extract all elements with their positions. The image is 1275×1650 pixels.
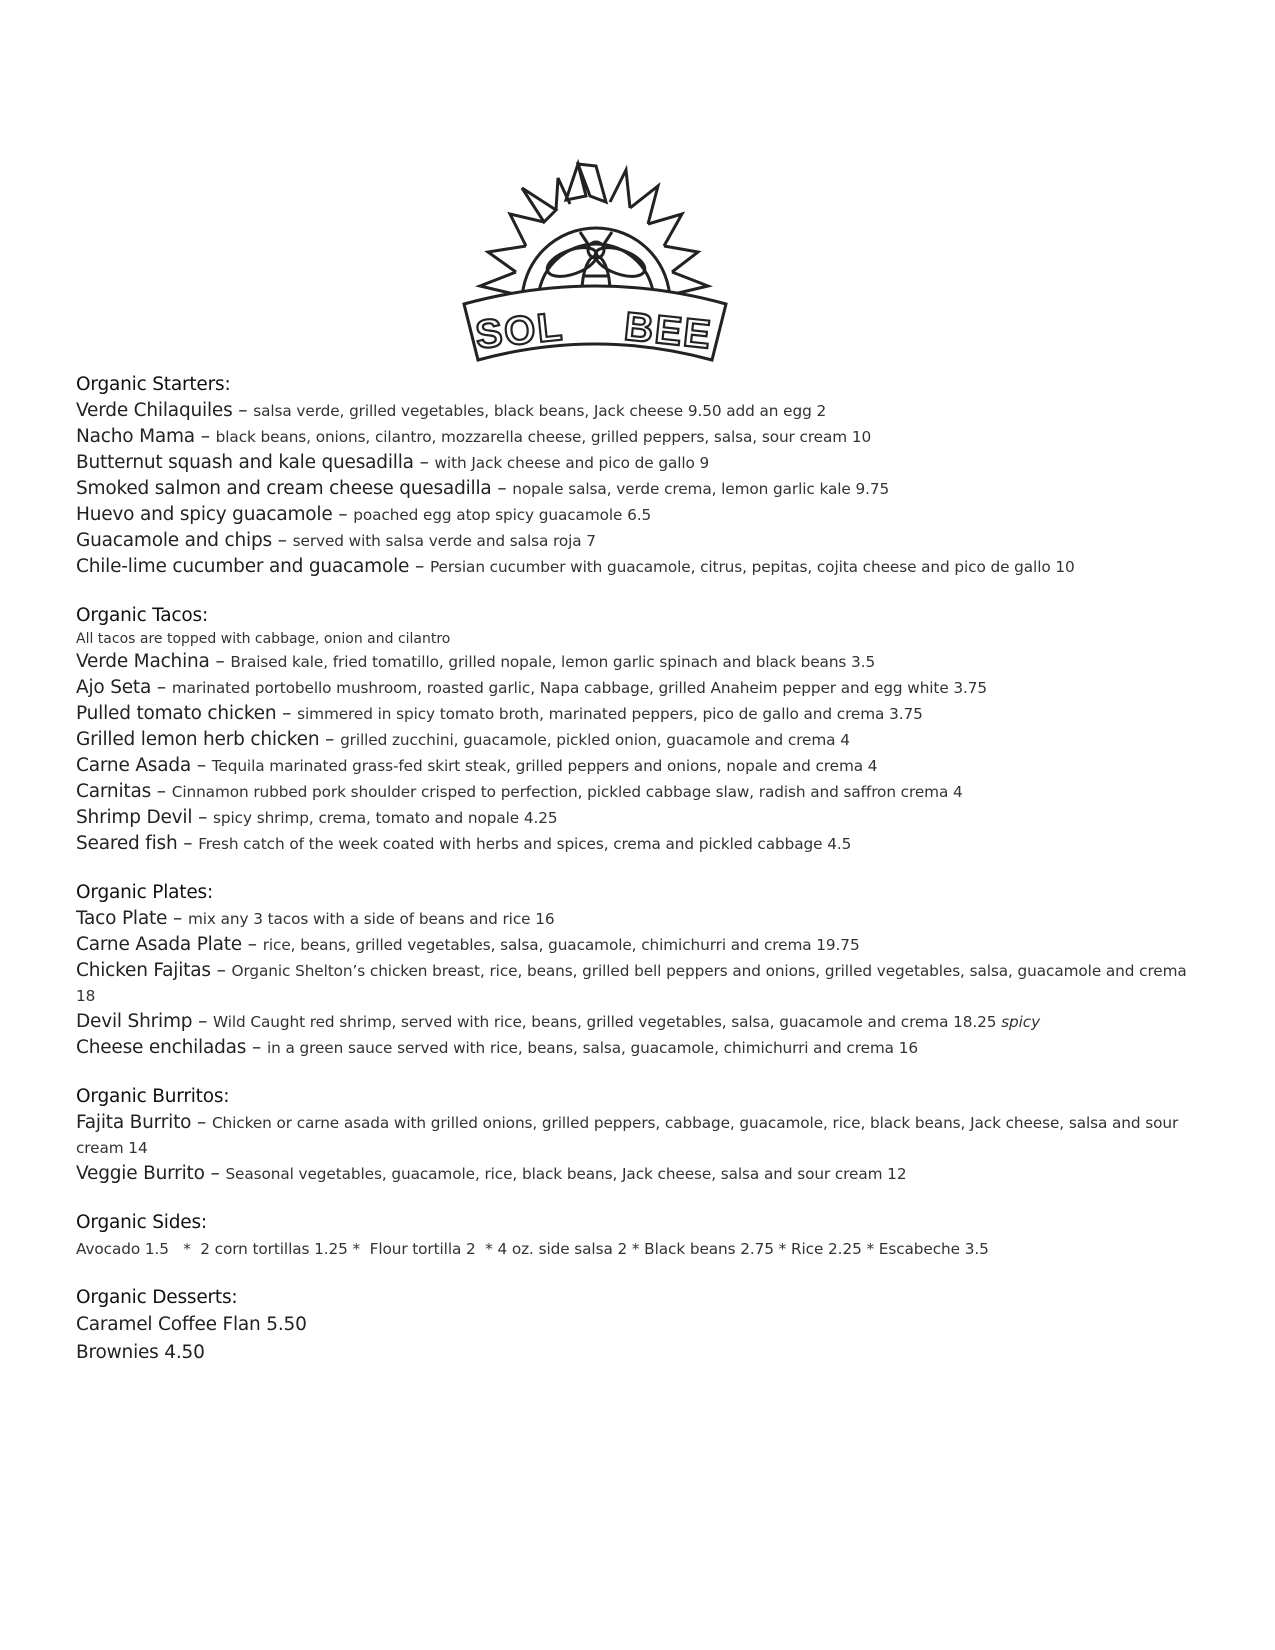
menu-item-name: Guacamole and chips	[76, 530, 272, 551]
menu-item-list	[76, 1110, 1206, 1187]
menu-item-description: in a green sauce served with rice, beans, salsa, guacamole, chimichurri and crema 16	[266, 1039, 918, 1057]
menu-item: Guacamole and chips – served with salsa verde and salsa roja 7	[76, 530, 596, 551]
spicy-tag: spicy	[1001, 1013, 1041, 1031]
section-heading: Organic Tacos:	[76, 605, 208, 626]
menu-item-description: Persian cucumber with guacamole, citrus, pepitas, cojita cheese and pico de gallo 10	[429, 558, 1075, 576]
tacos-section	[76, 603, 1206, 857]
starters-section	[76, 372, 1206, 580]
menu-item-name: Carnitas	[76, 781, 152, 802]
menu-item-name: Shrimp Devil	[76, 807, 193, 828]
menu-item-name: Verde Chilaquiles	[76, 400, 233, 421]
menu-item-description: nopale salsa, verde crema, lemon garlic kale 9.75	[512, 480, 890, 498]
menu-item: Fajita Burrito – Chicken or carne asada with grilled onions, grilled peppers, cabbage, guacamole, rice, black beans, Jack cheese, salsa and sour cream 14	[76, 1112, 1179, 1157]
menu-item-name: Chile-lime cucumber and guacamole	[76, 556, 410, 577]
menu-item: Taco Plate – mix any 3 tacos with a side of beans and rice 16	[76, 908, 555, 929]
menu-item-description: poached egg atop spicy guacamole 6.5	[353, 506, 652, 524]
menu-item: Veggie Burrito – Seasonal vegetables, guacamole, rice, black beans, Jack cheese, salsa and sour cream 12	[76, 1163, 907, 1184]
menu-item-name: Seared fish	[76, 833, 178, 854]
sides-section	[76, 1210, 1206, 1262]
dessert-item: Brownies 4.50	[76, 1342, 205, 1363]
burritos-section	[76, 1084, 1206, 1187]
menu-item: Devil Shrimp – Wild Caught red shrimp, served with rice, beans, grilled vegetables, salsa, guacamole and crema 18.25 spicy	[76, 1011, 1041, 1032]
menu-item-description: Fresh catch of the week coated with herbs and spices, crema and pickled cabbage 4.5	[198, 835, 852, 853]
section-note: All tacos are topped with cabbage, onion and cilantro	[76, 631, 451, 647]
menu-content	[76, 372, 1206, 1390]
menu-item-description: Braised kale, fried tomatillo, grilled nopale, lemon garlic spinach and black beans 3.5	[230, 653, 876, 671]
menu-item: Cheese enchiladas – in a green sauce served with rice, beans, salsa, guacamole, chimichurri and crema 16	[76, 1037, 918, 1058]
menu-item-list	[76, 649, 1206, 857]
menu-item: Verde Chilaquiles – salsa verde, grilled vegetables, black beans, Jack cheese 9.50 add an egg 2	[76, 400, 827, 421]
menu-item-description: Organic Shelton’s chicken breast, rice, beans, grilled bell peppers and onions, grilled vegetables, salsa, guacamole and crema 18	[76, 962, 1187, 1005]
section-heading: Organic Sides:	[76, 1212, 207, 1233]
section-heading: Organic Burritos:	[76, 1086, 230, 1107]
menu-item: Nacho Mama – black beans, onions, cilantro, mozzarella cheese, grilled peppers, salsa, sour cream 10	[76, 426, 872, 447]
menu-item-list	[76, 398, 1206, 580]
menu-item: Butternut squash and kale quesadilla – with Jack cheese and pico de gallo 9	[76, 452, 710, 473]
menu-item: Pulled tomato chicken – simmered in spicy tomato broth, marinated peppers, pico de gallo and crema 3.75	[76, 703, 923, 724]
menu-item: Huevo and spicy guacamole – poached egg atop spicy guacamole 6.5	[76, 504, 652, 525]
menu-item-name: Ajo Seta	[76, 677, 152, 698]
menu-item: Seared fish – Fresh catch of the week coated with herbs and spices, crema and pickled cabbage 4.5	[76, 833, 852, 854]
menu-item-name: Grilled lemon herb chicken	[76, 729, 320, 750]
menu-item-name: Smoked salmon and cream cheese quesadilla	[76, 478, 492, 499]
menu-item-description: spicy shrimp, crema, tomato and nopale 4.25	[213, 809, 558, 827]
menu-item-description: Seasonal vegetables, guacamole, rice, black beans, Jack cheese, salsa and sour cream 12	[225, 1165, 907, 1183]
menu-item-name: Veggie Burrito	[76, 1163, 205, 1184]
menu-item-description: served with salsa verde and salsa roja 7	[292, 532, 596, 550]
logo-text-right: BEE	[622, 304, 715, 358]
menu-item-description: grilled zucchini, guacamole, pickled onion, guacamole and crema 4	[340, 731, 850, 749]
menu-item-description: black beans, onions, cilantro, mozzarella cheese, grilled peppers, salsa, sour cream 10	[215, 428, 872, 446]
menu-item-description: mix any 3 tacos with a side of beans and rice 16	[187, 910, 555, 928]
menu-item: Shrimp Devil – spicy shrimp, crema, tomato and nopale 4.25	[76, 807, 558, 828]
menu-item: Carnitas – Cinnamon rubbed pork shoulder crisped to perfection, pickled cabbage slaw, radish and saffron crema 4	[76, 781, 963, 802]
menu-item: Chile-lime cucumber and guacamole – Persian cucumber with guacamole, citrus, pepitas, cojita cheese and pico de gallo 10	[76, 556, 1075, 577]
dessert-item: Caramel Coffee Flan 5.50	[76, 1314, 307, 1335]
menu-item-description: with Jack cheese and pico de gallo 9	[434, 454, 710, 472]
menu-item-name: Fajita Burrito	[76, 1112, 192, 1133]
menu-item-name: Carne Asada	[76, 755, 192, 776]
menu-item-list	[76, 906, 1206, 1061]
section-heading: Organic Starters:	[76, 374, 231, 395]
menu-item-name: Butternut squash and kale quesadilla	[76, 452, 414, 473]
sides-line: Avocado 1.5 * 2 corn tortillas 1.25 * Flour tortilla 2 * 4 oz. side salsa 2 * Black beans 2.75 * Rice 2.25 * Escabeche 3.5	[76, 1240, 989, 1258]
menu-item-description: rice, beans, grilled vegetables, salsa, guacamole, chimichurri and crema 19.75	[262, 936, 860, 954]
menu-item: Carne Asada – Tequila marinated grass-fed skirt steak, grilled peppers and onions, nopale and crema 4	[76, 755, 878, 776]
menu-item-description: Cinnamon rubbed pork shoulder crisped to perfection, pickled cabbage slaw, radish and saffron crema 4	[171, 783, 963, 801]
menu-item-name: Chicken Fajitas	[76, 960, 211, 981]
section-heading: Organic Plates:	[76, 882, 213, 903]
section-heading: Organic Desserts:	[76, 1287, 238, 1308]
menu-item: Chicken Fajitas – Organic Shelton’s chicken breast, rice, beans, grilled bell peppers and onions, grilled vegetables, salsa, guacamole and crema 18	[76, 960, 1187, 1005]
logo-text-left: SOL	[473, 304, 566, 358]
menu-item-name: Cheese enchiladas	[76, 1037, 247, 1058]
menu-item: Carne Asada Plate – rice, beans, grilled vegetables, salsa, guacamole, chimichurri and crema 19.75	[76, 934, 860, 955]
menu-item-name: Carne Asada Plate	[76, 934, 242, 955]
menu-item-description: Chicken or carne asada with grilled onions, grilled peppers, cabbage, guacamole, rice, black beans, Jack cheese, salsa and sour cream 14	[76, 1114, 1179, 1157]
menu-item-name: Devil Shrimp	[76, 1011, 193, 1032]
menu-item-description: salsa verde, grilled vegetables, black beans, Jack cheese 9.50 add an egg 2	[253, 402, 827, 420]
menu-item-name: Nacho Mama	[76, 426, 195, 447]
menu-item-name: Verde Machina	[76, 651, 210, 672]
sun-bee-icon	[460, 152, 730, 374]
desserts-section	[76, 1285, 1206, 1367]
menu-item-description: simmered in spicy tomato broth, marinated peppers, pico de gallo and crema 3.75	[297, 705, 923, 723]
menu-item-description: marinated portobello mushroom, roasted garlic, Napa cabbage, grilled Anaheim pepper and egg white 3.75	[171, 679, 988, 697]
menu-item-name: Pulled tomato chicken	[76, 703, 277, 724]
plates-section	[76, 880, 1206, 1061]
sol-bee-logo	[460, 152, 730, 374]
menu-item-description: Tequila marinated grass-fed skirt steak, grilled peppers and onions, nopale and crema 4	[211, 757, 878, 775]
menu-item: Smoked salmon and cream cheese quesadilla – nopale salsa, verde crema, lemon garlic kale 9.75	[76, 478, 890, 499]
menu-item-name: Taco Plate	[76, 908, 168, 929]
menu-item-name: Huevo and spicy guacamole	[76, 504, 333, 525]
menu-item: Verde Machina – Braised kale, fried tomatillo, grilled nopale, lemon garlic spinach and black beans 3.5	[76, 651, 876, 672]
menu-item: Grilled lemon herb chicken – grilled zucchini, guacamole, pickled onion, guacamole and crema 4	[76, 729, 850, 750]
menu-item-description: Wild Caught red shrimp, served with rice, beans, grilled vegetables, salsa, guacamole and crema 18.25	[213, 1013, 997, 1031]
menu-item: Ajo Seta – marinated portobello mushroom, roasted garlic, Napa cabbage, grilled Anaheim pepper and egg white 3.75	[76, 677, 988, 698]
